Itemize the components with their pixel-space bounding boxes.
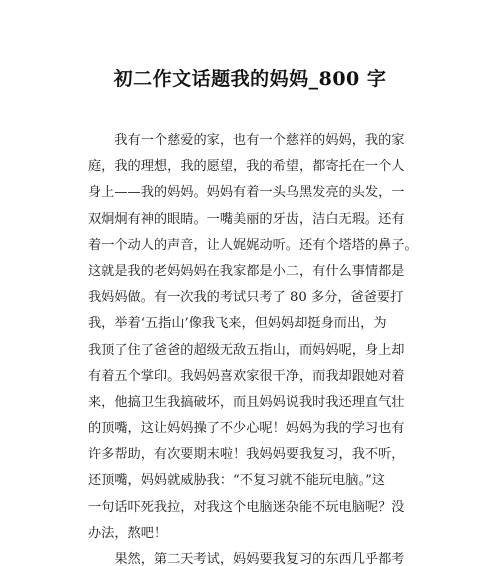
paragraph-line: 许多帮助，有次要期末啦！我妈妈要我复习，我不听， xyxy=(88,447,405,463)
paragraph-line: 双炯炯有神的眼睛。一嘴美丽的牙齿，洁白无瑕。还有 xyxy=(88,211,405,227)
paragraph-line: 我顶了住了爸爸的超级无敌五指山，而妈妈呢，身上却 xyxy=(88,342,405,358)
paragraph-line: 身上——我的妈妈。妈妈有着一头乌黑发亮的头发，一 xyxy=(88,185,405,201)
paragraph-line: 办法，熬吧！ xyxy=(88,525,168,541)
paragraph-line: 这就是我的老妈妈妈在我家都是小二，有什么事情都是 xyxy=(88,263,405,279)
paragraph-line: 果然，第二天考试，妈妈要我复习的东西几乎都考 xyxy=(88,552,405,566)
paragraph-line: 还顶嘴，妈妈就威胁我：“不复习就不能玩电脑。”这 xyxy=(88,473,386,489)
paragraph-line: 我有一个慈爱的家，也有一个慈祥的妈妈，我的家 xyxy=(88,133,405,148)
paragraph-line: 来，他搞卫生我搞破坏，而且妈妈说我时我还理直气壮 xyxy=(88,394,405,410)
paragraph-line: 有着五个掌印。我妈妈喜欢家很干净，而我却跟她对着 xyxy=(88,368,405,384)
document-title: 初二作文话题我的妈妈_800 字 xyxy=(113,68,387,90)
paragraph-line: 的顶嘴，这让妈妈操了不少心呢！妈妈为我的学习也有 xyxy=(88,421,405,437)
paragraph-line: 我，举着‘五指山’像我飞来，但妈妈却挺身而出，为 xyxy=(88,316,387,332)
document-body xyxy=(88,128,420,566)
paragraph-line: 我妈妈做。有一次我的考试只考了 80 多分，爸爸要打 xyxy=(88,290,404,306)
paragraph-line: 一句话吓死我拉，对我这个电脑迷杂能不玩电脑呢？没 xyxy=(88,499,405,515)
paragraph-line: 着一个动人的声音，让人娓娓动听。还有个塔塔的鼻子。 xyxy=(88,237,418,253)
paragraph-line: 庭，我的理想，我的愿望，我的希望，都寄托在一个人 xyxy=(88,159,405,175)
